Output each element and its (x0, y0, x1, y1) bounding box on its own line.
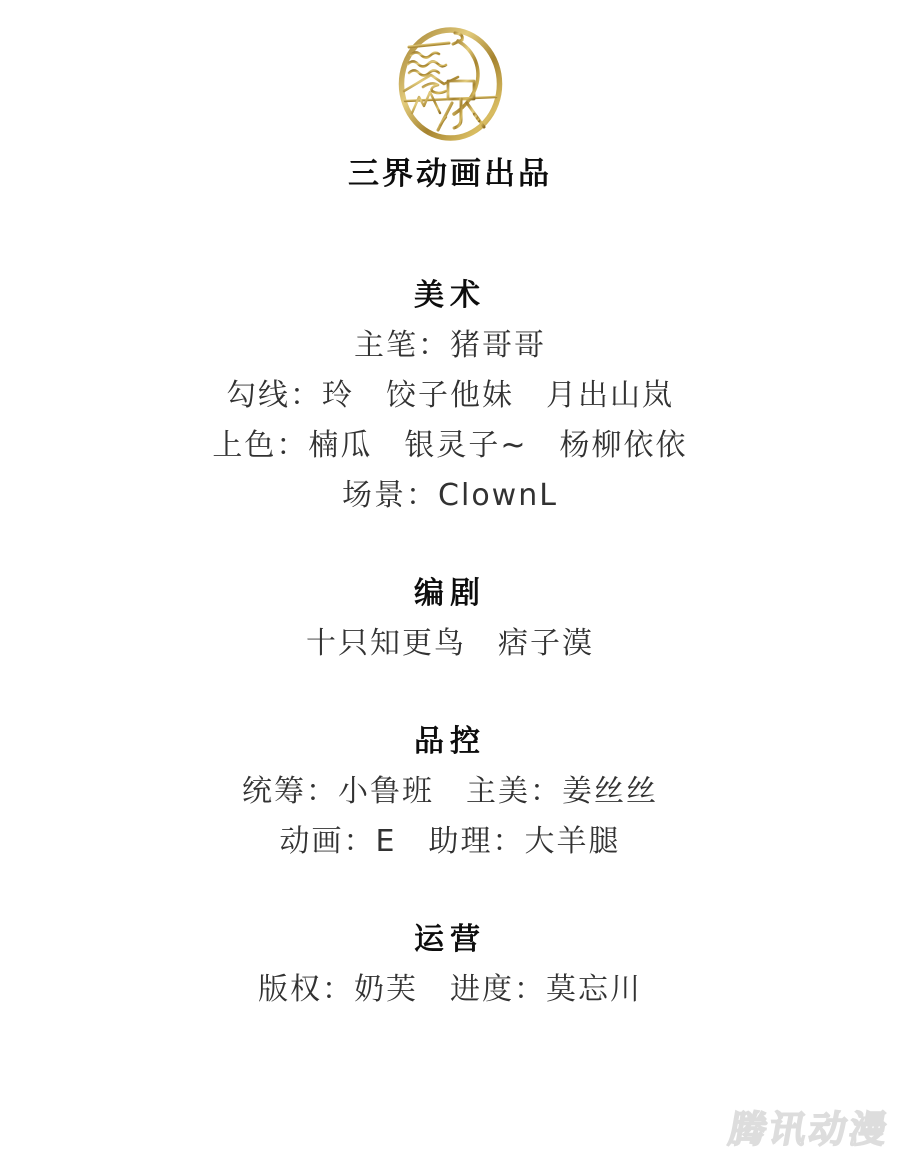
tencent-comics-watermark: 腾讯动漫 (725, 1108, 894, 1151)
credit-line-lead-artist: 主笔：猪哥哥 (354, 328, 546, 363)
section-operations-heading: 运营 (414, 922, 486, 957)
credit-line-writers: 十只知更鸟 痞子漠 (306, 626, 594, 661)
credit-line-scenes: 场景：ClownL (342, 478, 558, 513)
credit-line-coloring: 上色：楠瓜 银灵子~ 杨柳依依 (212, 428, 688, 463)
credit-line-animation: 动画：E 助理：大羊腿 (279, 824, 621, 859)
credit-line-copyright: 版权：奶芙 进度：莫忘川 (258, 972, 642, 1007)
three-realms-gold-seal-icon (398, 26, 503, 142)
section-quality-control (0, 717, 900, 867)
section-quality-control-heading: 品控 (414, 724, 486, 759)
section-operations (0, 915, 900, 1015)
section-script-heading: 编剧 (414, 576, 486, 611)
credit-line-coordination: 统筹：小鲁班 主美：姜丝丝 (242, 774, 658, 809)
section-script (0, 569, 900, 669)
credit-line-lineart: 勾线：玲 饺子他妹 月出山岚 (226, 378, 674, 413)
section-art-heading: 美术 (414, 278, 486, 313)
publisher-logo (0, 26, 900, 142)
publisher-name: 三界动画出品 (348, 156, 552, 192)
credits-list (0, 271, 900, 1015)
section-art (0, 271, 900, 521)
